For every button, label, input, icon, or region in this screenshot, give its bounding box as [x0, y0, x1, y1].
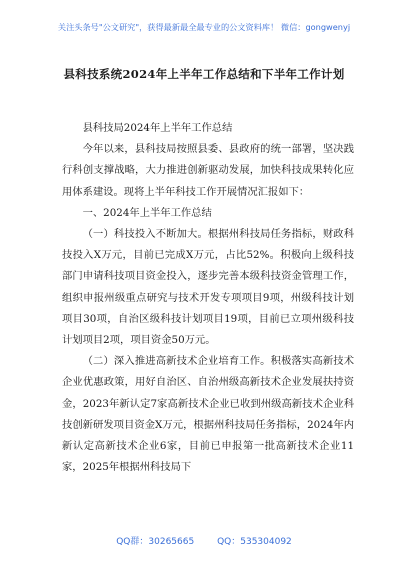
chapter-heading: 一、2024年上半年工作总结 — [82, 206, 212, 219]
intro-paragraph: 今年以来，县科技局按照县委、县政府的统一部署，坚决践行科创支撑战略，大力推进创新驱动发展，加快科技成果转化应用体系建设。现将上半年科技工作开展情况汇报如下： — [62, 143, 354, 198]
paragraph-hightech-enterprise: （二）深入推进高新技术企业培育工作。积极落实高新技术企业优惠政策，用好自治区、自治州级高新技术企业发展扶持资金，2023年新认定7家高新技术企业已收到州级高新技术企业科技创新研发项目资金X万元，根据州科技局任务指标，2024年内新认定高新技术企业6家，目前已申报第一批高新技术企业11家，2025年根据州科技局下 — [62, 355, 354, 474]
footer-qq: QQ：535304092 — [217, 537, 292, 547]
footer-qq-group: QQ群：30265665 — [116, 537, 195, 547]
paragraph-tech-investment: （一）科技投入不断加大。根据州科技局任务指标，财政科技投入X万元，目前已完成X万元，占比52%。积极向上级科技部门申请科技项目资金投入，逐步完善本级科技资金管理工作，组织申报州级重点研究与技术开发专项项目9项，州级科技计划项目30项，自治区级科技计划项目19项，目前已立项州级科技计划项目2项，项目资金50万元。 — [62, 228, 354, 347]
header-notice: 关注头条号"公文研究"，获得最新最全最专业的公文资料库！ 微信：gongwenyj — [57, 22, 351, 32]
document-title: 县科技系统2024年上半年工作总结和下半年工作计划 — [63, 67, 345, 81]
footer — [0, 534, 408, 547]
document-body — [62, 118, 354, 478]
section-heading: 县科技局2024年上半年工作总结 — [82, 122, 233, 134]
